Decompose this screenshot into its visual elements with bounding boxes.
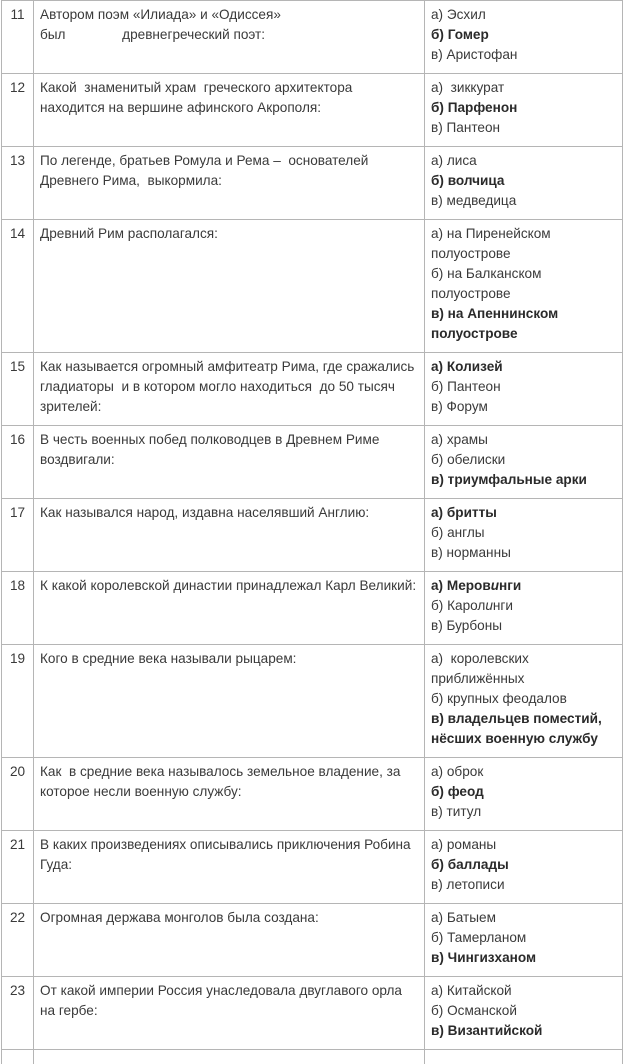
correct-answer-option: б) Гомер — [431, 25, 616, 45]
option-italic-letter: и — [485, 598, 493, 613]
answer-option: б) обелиски — [431, 450, 616, 470]
answer-option: а) Батыем — [431, 908, 616, 928]
answer-option: в) Аристофан — [431, 45, 616, 65]
correct-answer-option: а) бритты — [431, 503, 616, 523]
answer-option: а) зиккурат — [431, 78, 616, 98]
answer-option: а) романы — [431, 835, 616, 855]
question-number: 11 — [2, 1, 34, 74]
question-text: В каких произведениях описывались приключения Робина Гуда: — [34, 831, 425, 904]
table-row — [2, 353, 623, 426]
question-number: 19 — [2, 645, 34, 758]
question-number: 15 — [2, 353, 34, 426]
option-italic-letter: и — [491, 578, 499, 593]
question-number: 17 — [2, 499, 34, 572]
question-number: 13 — [2, 147, 34, 220]
question-number: 12 — [2, 74, 34, 147]
correct-answer-option: б) феод — [431, 782, 616, 802]
question-text: Как назывался народ, издавна населявший Англию: — [34, 499, 425, 572]
answer-option: в) медведица — [431, 191, 616, 211]
answer-options — [425, 572, 623, 645]
question-number: 14 — [2, 220, 34, 353]
question-text: Как называется огромный амфитеатр Рима, где сражались гладиаторы и в котором могло находиться до 50 тысяч зрителей: — [34, 353, 425, 426]
question-text: Автором поэм «Илиада» и «Одиссея» был древнегреческий поэт: — [34, 1, 425, 74]
answer-options — [425, 904, 623, 977]
answer-options — [425, 831, 623, 904]
question-text: Какой знаменитый храм греческого архитектора находится на вершине афинского Акрополя: — [34, 74, 425, 147]
answer-options — [425, 645, 623, 758]
answer-option: а) королевских приближённых — [431, 649, 616, 689]
answer-options — [425, 758, 623, 831]
answer-option: в) Бурбоны — [431, 616, 616, 636]
answer-option: в) летописи — [431, 875, 616, 895]
question-text: В честь военных побед полководцев в Древнем Риме воздвигали: — [34, 426, 425, 499]
question-text: Как в средние века называлось земельное владение, за которое несли военную службу: — [34, 758, 425, 831]
question-text: По легенде, братьев Ромула и Рема – основателей Древнего Рима, выкормила: — [34, 147, 425, 220]
answer-options — [425, 426, 623, 499]
answer-options — [425, 220, 623, 353]
correct-answer-option — [431, 576, 616, 596]
table-tail-row — [2, 1050, 623, 1064]
quiz-table — [1, 0, 623, 1064]
question-text: От какой империи Россия унаследовала двуглавого орла на гербе: — [34, 977, 425, 1050]
answer-option: а) Китайской — [431, 981, 616, 1001]
question-number: 20 — [2, 758, 34, 831]
answer-option: а) Эсхил — [431, 5, 616, 25]
option-text-part: а) Меров — [431, 578, 491, 593]
question-text: Огромная держава монголов была создана: — [34, 904, 425, 977]
answer-option: в) норманны — [431, 543, 616, 563]
correct-answer-option: б) Парфенон — [431, 98, 616, 118]
table-row — [2, 1, 623, 74]
table-row — [2, 758, 623, 831]
answer-option: б) Тамерланом — [431, 928, 616, 948]
table-row — [2, 904, 623, 977]
question-text: Кого в средние века называли рыцарем: — [34, 645, 425, 758]
answer-option: а) храмы — [431, 430, 616, 450]
answer-option: а) лиса — [431, 151, 616, 171]
table-row — [2, 426, 623, 499]
table-row — [2, 977, 623, 1050]
answer-option — [431, 596, 616, 616]
answer-options — [425, 1, 623, 74]
answer-options — [425, 977, 623, 1050]
answer-option: б) англы — [431, 523, 616, 543]
answer-options — [425, 147, 623, 220]
answer-option: б) на Балканском полуострове — [431, 264, 616, 304]
table-row — [2, 572, 623, 645]
question-number: 21 — [2, 831, 34, 904]
option-text-part: б) Карол — [431, 598, 485, 613]
table-row — [2, 147, 623, 220]
correct-answer-option: в) на Апеннинском полуострове — [431, 304, 616, 344]
correct-answer-option: в) Византийской — [431, 1021, 616, 1041]
answer-option: в) Форум — [431, 397, 616, 417]
answer-option: б) Османской — [431, 1001, 616, 1021]
question-number: 18 — [2, 572, 34, 645]
tail-cell — [425, 1050, 623, 1064]
correct-answer-option: в) владельцев поместий, нёсших военную службу — [431, 709, 616, 749]
table-row — [2, 831, 623, 904]
answer-option: в) титул — [431, 802, 616, 822]
table-row — [2, 645, 623, 758]
answer-option: а) на Пиренейском полуострове — [431, 224, 616, 264]
table-row — [2, 220, 623, 353]
quiz-table-body — [2, 1, 623, 1064]
correct-answer-option: в) триумфальные арки — [431, 470, 616, 490]
answer-option: б) Пантеон — [431, 377, 616, 397]
question-text: Древний Рим располагался: — [34, 220, 425, 353]
question-number: 22 — [2, 904, 34, 977]
answer-options — [425, 353, 623, 426]
tail-cell — [2, 1050, 34, 1064]
correct-answer-option: а) Колизей — [431, 357, 616, 377]
question-number: 23 — [2, 977, 34, 1050]
table-row — [2, 499, 623, 572]
correct-answer-option: б) баллады — [431, 855, 616, 875]
answer-options — [425, 499, 623, 572]
answer-options — [425, 74, 623, 147]
option-text-part: нги — [499, 578, 521, 593]
answer-option: в) Пантеон — [431, 118, 616, 138]
answer-option: б) крупных феодалов — [431, 689, 616, 709]
table-row — [2, 74, 623, 147]
tail-cell — [34, 1050, 425, 1064]
correct-answer-option: в) Чингизханом — [431, 948, 616, 968]
option-text-part: нги — [493, 598, 513, 613]
question-text: К какой королевской династии принадлежал Карл Великий: — [34, 572, 425, 645]
answer-option: а) оброк — [431, 762, 616, 782]
question-number: 16 — [2, 426, 34, 499]
correct-answer-option: б) волчица — [431, 171, 616, 191]
